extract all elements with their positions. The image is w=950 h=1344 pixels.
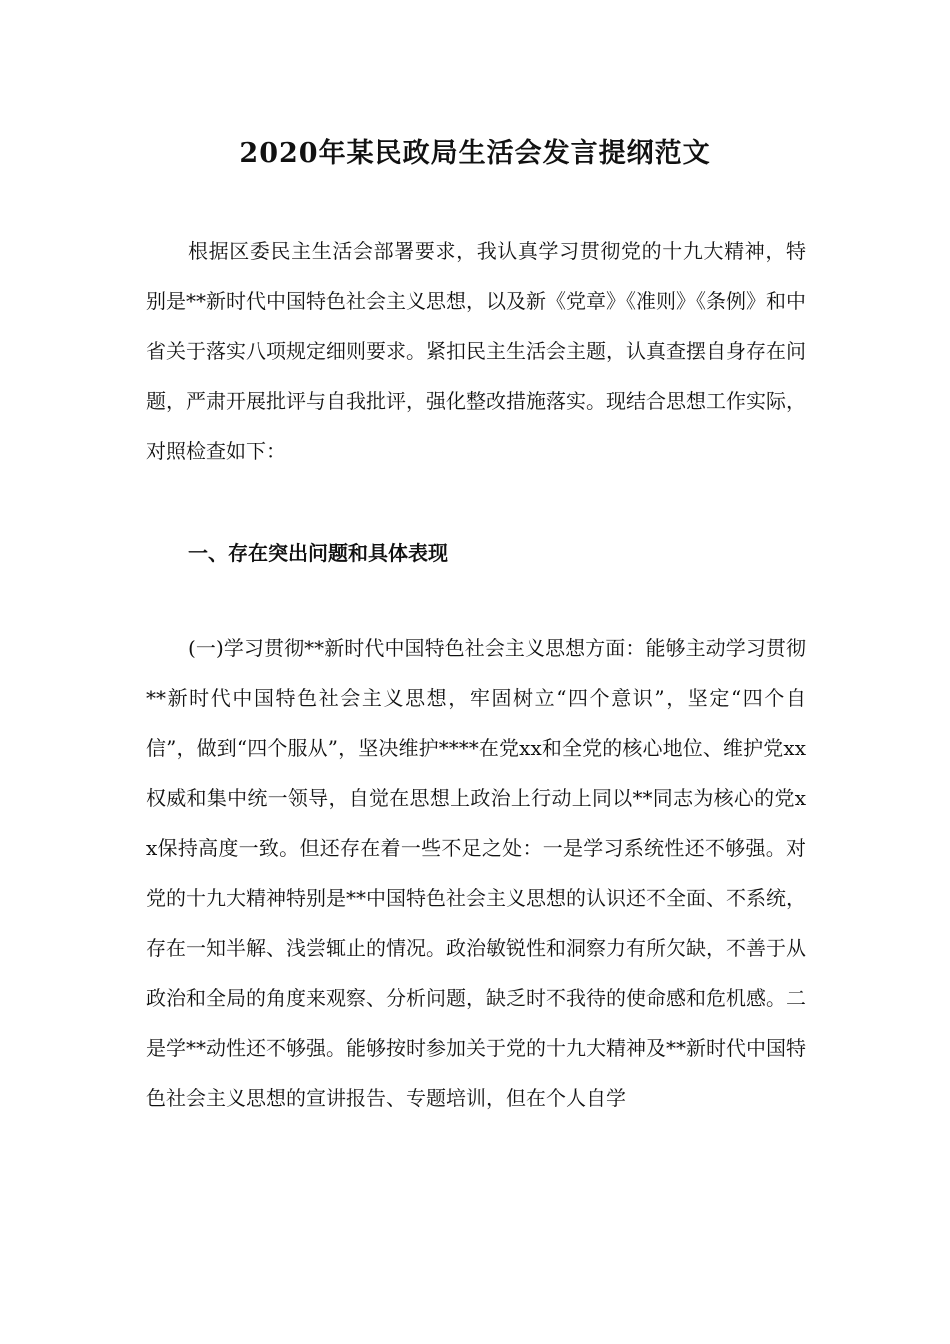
- body-paragraph: (一)学习贯彻**新时代中国特色社会主义思想方面：能够主动学习贯彻**新时代中国特色社会主义思想，牢固树立“四个意识”，坚定“四个自信”，做到“四个服从”，坚决维护****在党xx和全党的核心地位、维护党xx权威和集中统一领导，自觉在思想上政治上行动上同以**同志为核心的党xx保持高度一致。但还存在着一些不足之处：一是学习系统性还不够强。对党的十九大精神特别是**中国特色社会主义思想的认识还不全面、不系统，存在一知半解、浅尝辄止的情况。政治敏锐性和洞察力有所欠缺，不善于从政治和全局的角度来观察、分析问题，缺乏时不我待的使命感和危机感。二是学**动性还不够强。能够按时参加关于党的十九大精神及**新时代中国特色社会主义思想的宣讲报告、专题培训，但在个人自学: [146, 636, 806, 1110]
- section-heading: 一、存在突出问题和具体表现: [188, 541, 448, 565]
- intro-paragraph: 根据区委民主生活会部署要求，我认真学习贯彻党的十九大精神，特别是**新时代中国特色社会主义思想，以及新《党章》《准则》《条例》和中省关于落实八项规定细则要求。紧扣民主生活会主题，认真查摆自身存在问题，严肃开展批评与自我批评，强化整改措施落实。现结合思想工作实际，对照检查如下：: [146, 239, 806, 463]
- document-title: 2020年某民政局生活会发言提纲范文: [239, 138, 711, 169]
